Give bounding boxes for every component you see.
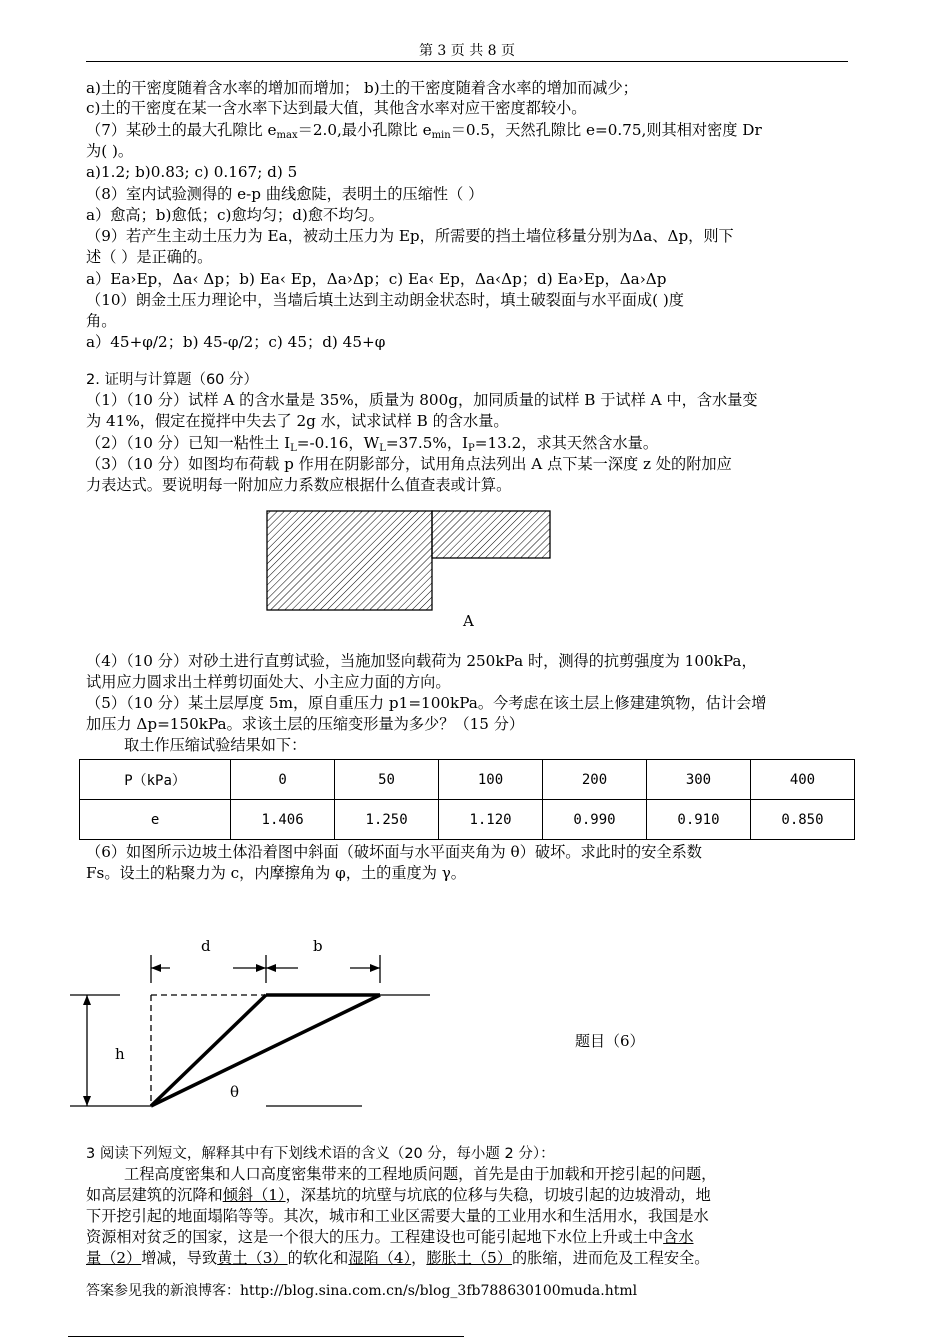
problem-4-line-1: （4）（10 分）对砂土进行直剪试验，当施加竖向载荷为 250kPa 时，测得的抗剪强度为 100kPa，	[86, 652, 757, 670]
problem-5-line-1: （5）（10 分）某土层厚度 5m，原自重压力 p1=100kPa。今考虑在该土层上修建建筑物，估计会增	[86, 694, 767, 712]
problem-3-line-1: （3）（10 分）如图均布荷载 p 作用在阴影部分，试用角点法列出 A 点下某一深度 z 处的附加应	[86, 455, 732, 473]
q9-options: a）Ea›Ep，Δa‹ Δp；b) Ea‹ Ep，Δa›Δp；c) Ea‹ Ep，Δa‹Δp；d) Ea›Ep，Δa›Δp	[86, 270, 667, 288]
q10-options: a）45+φ/2；b) 45-φ/2；c) 45；d) 45+φ	[86, 333, 386, 351]
q7-options: a)1.2; b)0.83; c) 0.167; d) 5	[86, 163, 298, 181]
dimension-h-label: h	[115, 1045, 125, 1063]
table-cell: 1.406	[231, 800, 335, 840]
q9-text-line-1: （9）若产生主动土压力为 Ea，被动土压力为 Ep，所需要的挡土墙位移量分别为Δa、Δp，则下	[86, 227, 734, 245]
table-row-pressure	[80, 760, 855, 800]
problem-1-line-2: 为 41%，假定在搅拌中失去了 2g 水，试求试样 B 的含水量。	[86, 412, 509, 430]
passage-line-3: 下开挖引起的地面塌陷等等。其次，城市和工业区需要大量的工业用水和生活用水，我国是水	[86, 1207, 709, 1225]
problem-2-text: （2）（10 分）已知一粘性土 $I_L=-0.16$，$W_L=37.5\%$，$I_P=13.2$，求其天然含水量。	[86, 434, 659, 454]
table-cell: 100	[439, 760, 543, 800]
page-header: 第 3 页 共 8 页	[418, 43, 516, 59]
answer-blog-link[interactable]: 答案参见我的新浪博客：http://blog.sina.com.cn/s/blog_3fb788630100muda.html	[86, 1283, 638, 1299]
footer-divider	[68, 1336, 464, 1337]
section-3-title: 3 阅读下列短文，解释其中有下划线术语的含义（20 分，每小题 2 分）：	[86, 1146, 555, 1162]
problem-3-line-2: 力表达式。要说明每一附加应力系数应根据什么值查表或计算。	[86, 476, 512, 494]
section-2-title: 2. 证明与计算题（60 分）	[86, 372, 259, 388]
q6-option-line-2: c)土的干密度在某一含水率下达到最大值，其他含水率对应干密度都较小。	[86, 99, 587, 117]
table-cell: 200	[543, 760, 647, 800]
q6-option-line-1: a)土的干密度随着含水率的增加而增加； b)土的干密度随着含水率的增加而减少；	[86, 79, 638, 97]
q8-options: a）愈高；b)愈低；c)愈均匀；d)愈不均匀。	[86, 206, 384, 224]
table-cell: 400	[750, 760, 854, 800]
problem-4-line-2: 试用应力圆求出土样剪切面处大、小主应力面的方向。	[86, 673, 451, 691]
table-cell: e	[80, 800, 231, 840]
passage-line-5: 量（2）增减，导致黄土（3）的软化和湿陷（4），膨胀土（5）的胀缩，进而危及工程安全。	[86, 1249, 710, 1267]
q7-text-line-1: （7）某砂土的最大孔隙比 $e_{max}=2.0$,最小孔隙比 $e_{min}=0.5$，天然孔隙比 e=0.75,则其相对密度 Dr	[86, 121, 762, 141]
angle-theta-label: θ	[230, 1083, 240, 1101]
problem-5-line-3: 取土作压缩试验结果如下：	[124, 736, 307, 754]
problem-5-line-2: 加压力 Δp=150kPa。求该土层的压缩变形量为多少？（15 分）	[86, 715, 525, 733]
table-cell: 0	[231, 760, 335, 800]
point-a-label: A	[463, 612, 474, 630]
table-cell: 1.250	[335, 800, 439, 840]
table-cell: P（kPa）	[80, 760, 231, 800]
table-cell: 1.120	[439, 800, 543, 840]
problem-6-line-2: Fs。设土的粘聚力为 c，内摩擦角为 φ，土的重度为 γ。	[86, 864, 466, 882]
table-cell: 0.990	[543, 800, 647, 840]
compression-test-table	[79, 759, 855, 840]
dimension-b-label: b	[313, 937, 323, 955]
passage-line-4: 资源相对贫乏的国家，这是一个很大的压力。工程建设也可能引起地下水位上升或土中含水	[86, 1228, 694, 1246]
problem-6-line-1: （6）如图所示边坡土体沿着图中斜面（破坏面与水平面夹角为 θ）破坏。求此时的安全系数	[86, 843, 702, 861]
table-row-void-ratio	[80, 800, 855, 840]
figure-6-caption: 题目（6）	[575, 1032, 645, 1050]
q10-text-line-2: 角。	[86, 312, 117, 330]
table-cell: 0.850	[750, 800, 854, 840]
passage-line-2: 如高层建筑的沉降和倾斜（1），深基坑的坑壁与坑底的位移与失稳，切坡引起的边坡滑动，地	[86, 1186, 711, 1204]
loaded-area-left	[267, 511, 432, 610]
slope-figure	[60, 925, 680, 1125]
problem-3-figure	[262, 505, 562, 640]
term-4: 湿陷（4）	[348, 1249, 412, 1267]
q9-text-line-2: 述（ ）是正确的。	[86, 248, 213, 266]
dimension-d-label: d	[201, 937, 211, 955]
term-1: 倾斜（1）	[222, 1186, 286, 1204]
table-cell: 300	[646, 760, 750, 800]
slope-face	[151, 995, 266, 1106]
failure-plane	[151, 995, 380, 1106]
q8-text: （8）室内试验测得的 e-p 曲线愈陡，表明土的压缩性（ ）	[86, 185, 484, 203]
table-cell: 0.910	[646, 800, 750, 840]
table-cell: 50	[335, 760, 439, 800]
q10-text-line-1: （10）朗金土压力理论中，当墙后填土达到主动朗金状态时，填土破裂面与水平面成( )度	[86, 291, 684, 309]
header-divider	[86, 61, 848, 62]
problem-1-line-1: （1）（10 分）试样 A 的含水量是 35%，质量为 800g，加同质量的试样 B 于试样 A 中，含水量变	[86, 391, 758, 409]
term-2-part: 含水	[663, 1228, 694, 1246]
loaded-area-right	[432, 511, 550, 558]
term-3: 黄土（3）	[217, 1249, 288, 1267]
term-2: 量（2）	[86, 1249, 142, 1267]
term-5: 膨胀土（5）	[426, 1249, 512, 1267]
passage-line-1: 工程高度密集和人口高度密集带来的工程地质问题，首先是由于加载和开挖引起的问题，	[124, 1165, 717, 1183]
q7-text-line-2: 为( )。	[86, 142, 134, 160]
